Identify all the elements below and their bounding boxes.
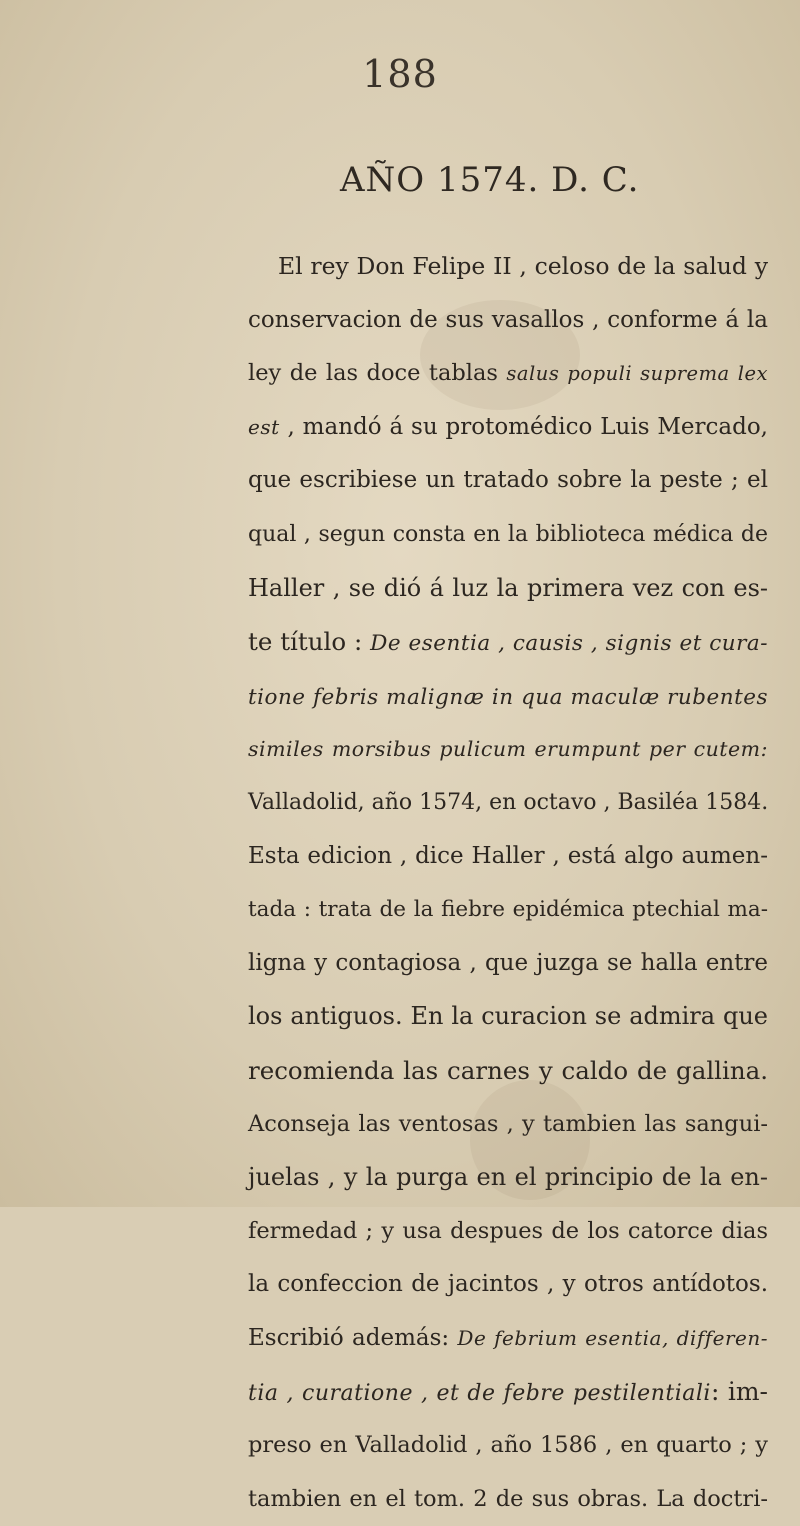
text-run: preso en Valladolid , año 1586 , en quarto ; y (248, 1432, 768, 1459)
text-line (248, 401, 768, 455)
text-run: El rey Don Felipe II , celoso de la salud y (278, 252, 768, 280)
text-line (248, 1044, 768, 1098)
text-line (248, 1151, 768, 1205)
text-run: la confeccion de jacintos , y otros antídotos. (248, 1271, 768, 1298)
text-line (248, 347, 768, 401)
text-run: ligna y contagiosa , que juzga se halla entre (248, 949, 768, 976)
text-run: que escribiese un tratado sobre la peste ; el (248, 467, 768, 494)
text-line (248, 937, 768, 991)
text-line (248, 1258, 768, 1312)
body-text (248, 240, 768, 1526)
text-line (248, 1365, 768, 1419)
text-line (248, 1419, 768, 1473)
page-number: 188 (362, 52, 438, 96)
text-line (248, 294, 768, 348)
text-run: tada : trata de la fiebre epidémica ptechial ma- (248, 897, 768, 923)
text-line (248, 722, 768, 776)
text-line (248, 615, 768, 669)
italic-text: tia , curatione , et de febre pestilentiali (248, 1381, 711, 1407)
text-run: Escribió además: (248, 1324, 458, 1351)
text-run: Aconseja las ventosas , y tambien las sangui- (248, 1110, 768, 1137)
text-line (248, 508, 768, 562)
text-line (248, 1098, 768, 1152)
italic-text: salus populi suprema lex (506, 362, 768, 386)
running-head: AÑO 1574. D. C. (340, 160, 640, 200)
text-run: , mandó á su protomédico Luis Mercado, (279, 413, 768, 440)
text-run: conservacion de sus vasallos , conforme á la (248, 306, 768, 333)
text-line (248, 830, 768, 884)
text-run: Haller , se dió á luz la primera vez con es- (248, 573, 768, 602)
text-line (248, 669, 768, 723)
italic-text: De esentia , causis , signis et cura- (370, 631, 769, 657)
text-line (248, 1312, 768, 1366)
text-run: Esta edicion , dice Haller , está algo aumen- (248, 842, 768, 869)
text-run: fermedad ; y usa despues de los catorce dias (248, 1217, 768, 1244)
text-line (248, 1473, 768, 1526)
text-run: Valladolid, año 1574, en octavo , Basiléa 1584. (248, 789, 769, 815)
text-run: recomienda las carnes y caldo de gallina. (248, 1055, 768, 1085)
text-line (248, 454, 768, 508)
text-line (248, 562, 768, 616)
text-run: : im- (710, 1377, 768, 1407)
text-run: tambien en el tom. 2 de sus obras. La doctri- (248, 1485, 768, 1512)
text-run: los antiguos. En la curacion se admira que (248, 1002, 768, 1031)
italic-text: tione febris malignæ in qua maculæ rubentes (248, 684, 768, 710)
italic-text: De febrium esentia, differen- (457, 1325, 768, 1350)
text-line (248, 1205, 768, 1259)
text-run: te título : (248, 627, 371, 657)
text-run: qual , segun consta en la biblioteca médica de (248, 521, 768, 547)
text-line (248, 883, 768, 937)
text-run: juelas , y la purga en el principio de la en- (248, 1163, 768, 1192)
italic-text: est (248, 414, 280, 439)
text-line (248, 990, 768, 1044)
text-line (248, 776, 768, 830)
italic-text: similes morsibus pulicum erumpunt per cutem: (248, 737, 768, 762)
text-run: ley de las doce tablas (248, 360, 507, 387)
text-line (248, 240, 768, 294)
